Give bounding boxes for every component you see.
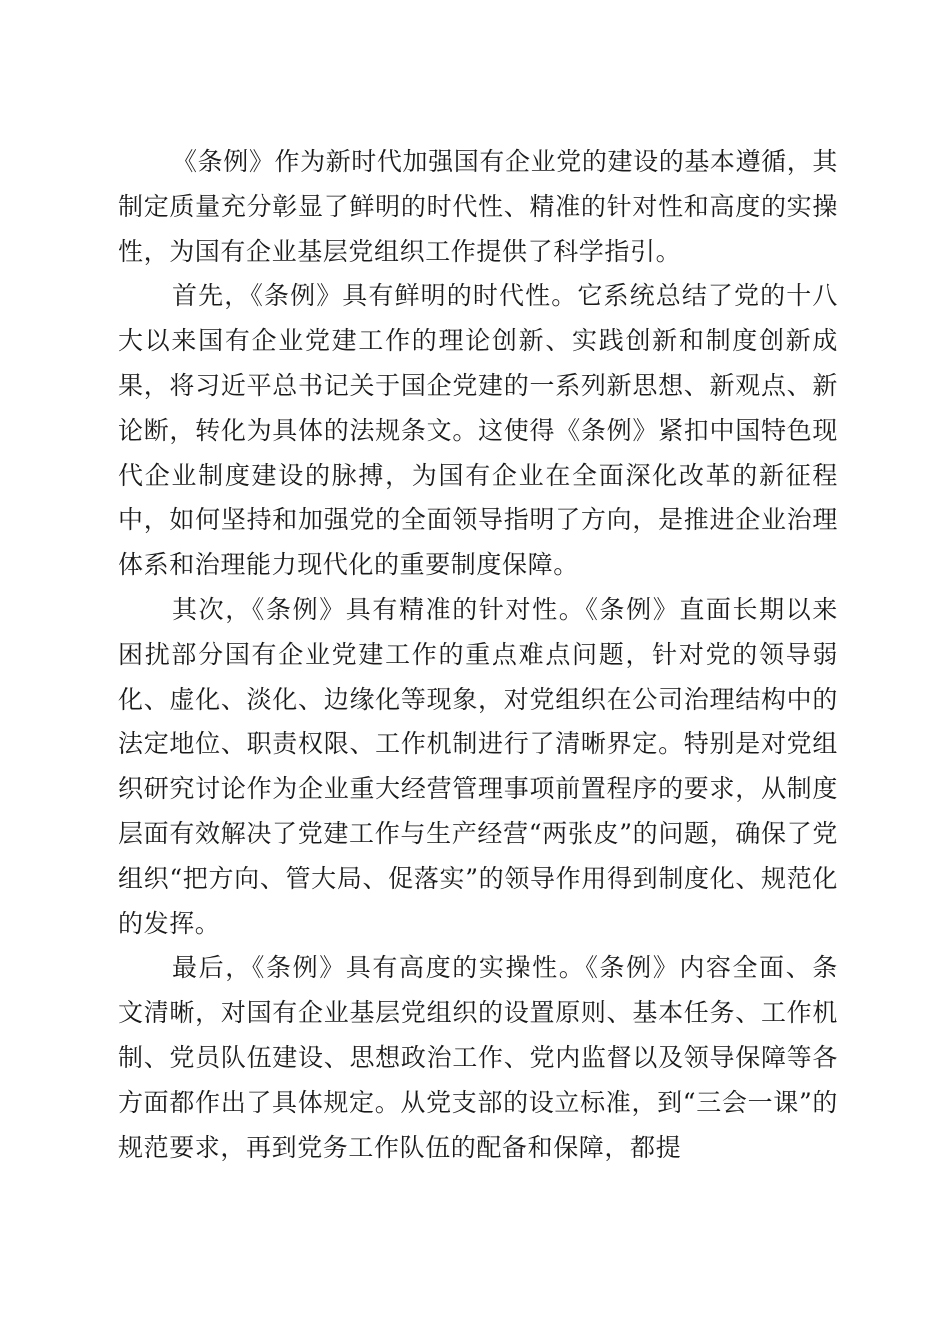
paragraph-pertinence: 其次，《条例》具有精准的针对性。《条例》直面长期以来困扰部分国有企业党建工作的重点难点问题，针对党的领导弱化、虚化、淡化、边缘化等现象，对党组织在公司治理结构中的法定地位、职责权限、工作机制进行了清晰界定。特别是对党组织研究讨论作为企业重大经营管理事项前置程序的要求，从制度层面有效解决了党建工作与生产经营“两张皮”的问题，确保了党组织“把方向、管大局、促落实”的领导作用得到制度化、规范化的发挥。 [118,594,838,938]
body-text [118,140,838,1170]
paragraph-operability: 最后，《条例》具有高度的实操性。《条例》内容全面、条文清晰，对国有企业基层党组织的设置原则、基本任务、工作机制、党员队伍建设、思想政治工作、党内监督以及领导保障等各方面都作出了具体规定。从党支部的设立标准，到“三会一课”的规范要求，再到党务工作队伍的配备和保障，都提 [118,953,838,1162]
paragraph-timeliness: 首先，《条例》具有鲜明的时代性。它系统总结了党的十八大以来国有企业党建工作的理论创新、实践创新和制度创新成果，将习近平总书记关于国企党建的一系列新思想、新观点、新论断，转化为具体的法规条文。这使得《条例》紧扣中国特色现代企业制度建设的脉搏，为国有企业在全面深化改革的新征程中，如何坚持和加强党的全面领导指明了方向，是推进企业治理体系和治理能力现代化的重要制度保障。 [118,281,838,580]
paragraph-intro: 《条例》作为新时代加强国有企业党的建设的基本遵循，其制定质量充分彰显了鲜明的时代性、精准的针对性和高度的实操性，为国有企业基层党组织工作提供了科学指引。 [118,147,838,266]
